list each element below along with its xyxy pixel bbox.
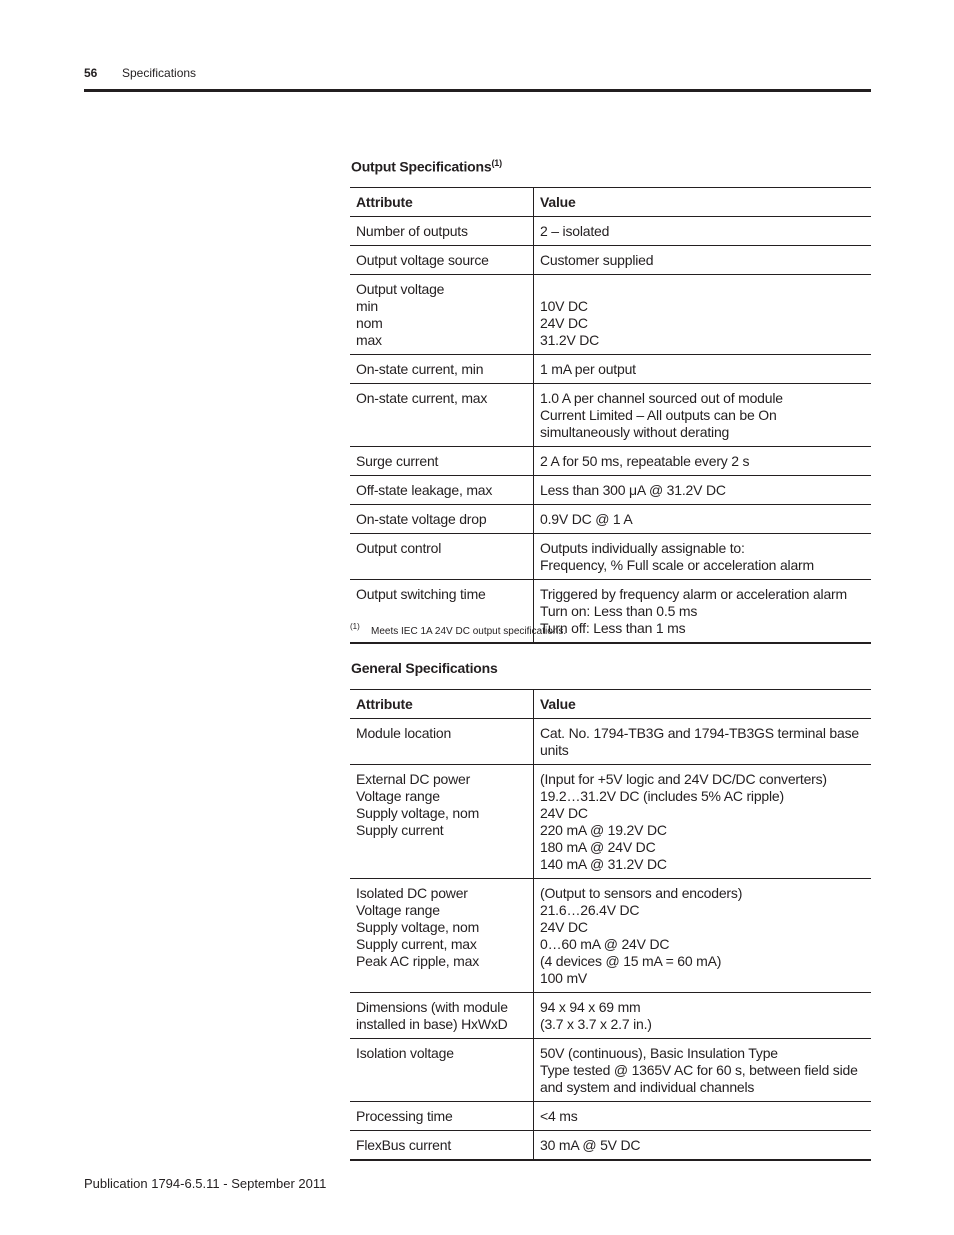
value-cell: 10V DC 24V DC 31.2V DC [534, 275, 872, 355]
table-row [350, 765, 871, 879]
table-row [350, 719, 871, 765]
attribute-cell: Dimensions (with module installed in base) HxWxD [350, 993, 534, 1039]
output-specs-title-text: Output Specifications [351, 158, 492, 175]
footnote-mark: (1) [350, 622, 360, 631]
value-cell: Outputs individually assignable to: Frequency, % Full scale or acceleration alarm [534, 534, 872, 580]
table-row [350, 447, 871, 476]
table-header-row [350, 690, 871, 719]
attribute-cell: On-state current, max [350, 384, 534, 447]
attribute-cell: Output voltage min nom max [350, 275, 534, 355]
column-header-attribute: Attribute [350, 188, 534, 217]
general-specs-title: General Specifications [351, 660, 498, 676]
value-cell: 30 mA @ 5V DC [534, 1131, 872, 1161]
output-specs-title [351, 158, 502, 175]
table-row [350, 1102, 871, 1131]
value-cell: Cat. No. 1794-TB3G and 1794-TB3GS terminal base units [534, 719, 872, 765]
attribute-cell: Surge current [350, 447, 534, 476]
column-header-value: Value [534, 188, 872, 217]
general-specs-body [350, 719, 871, 1161]
attribute-cell: Output switching time [350, 580, 534, 644]
output-specs-body [350, 217, 871, 644]
table-row [350, 505, 871, 534]
table-row [350, 275, 871, 355]
value-cell: Triggered by frequency alarm or acceleration alarm Turn on: Less than 0.5 ms Turn off: Less than 1 ms [534, 580, 872, 644]
page-number: 56 [84, 66, 98, 80]
table-row [350, 217, 871, 246]
value-cell: 94 x 94 x 69 mm (3.7 x 3.7 x 2.7 in.) [534, 993, 872, 1039]
value-cell: <4 ms [534, 1102, 872, 1131]
output-specs-footnote-ref: (1) [491, 158, 502, 168]
table-row [350, 476, 871, 505]
output-specs-table [350, 187, 871, 644]
attribute-cell: Number of outputs [350, 217, 534, 246]
attribute-cell: Module location [350, 719, 534, 765]
value-cell: 50V (continuous), Basic Insulation Type Type tested @ 1365V AC for 60 s, between field side and system and individual channels [534, 1039, 872, 1102]
table-row [350, 534, 871, 580]
attribute-cell: Isolated DC power Voltage range Supply voltage, nom Supply current, max Peak AC ripple, max [350, 879, 534, 993]
table-row [350, 1039, 871, 1102]
value-cell: 2 A for 50 ms, repeatable every 2 s [534, 447, 872, 476]
header-rule [84, 89, 871, 92]
value-cell: 0.9V DC @ 1 A [534, 505, 872, 534]
value-cell: (Input for +5V logic and 24V DC/DC converters) 19.2…31.2V DC (includes 5% AC ripple) 24V DC 220 mA @ 19.2V DC 180 mA @ 24V DC 140 mA @ 31.2V DC [534, 765, 872, 879]
attribute-cell: External DC power Voltage range Supply voltage, nom Supply current [350, 765, 534, 879]
table-row [350, 355, 871, 384]
attribute-cell: Isolation voltage [350, 1039, 534, 1102]
attribute-cell: Output voltage source [350, 246, 534, 275]
table-row [350, 879, 871, 993]
attribute-cell: Processing time [350, 1102, 534, 1131]
attribute-cell: On-state current, min [350, 355, 534, 384]
attribute-cell: Output control [350, 534, 534, 580]
table-row [350, 246, 871, 275]
value-cell: 1 mA per output [534, 355, 872, 384]
value-cell: 1.0 A per channel sourced out of module Current Limited – All outputs can be On simultaneously without derating [534, 384, 872, 447]
table-row [350, 1131, 871, 1161]
table-row [350, 384, 871, 447]
table-row [350, 993, 871, 1039]
table-header-row [350, 188, 871, 217]
column-header-attribute: Attribute [350, 690, 534, 719]
value-cell: Less than 300 μA @ 31.2V DC [534, 476, 872, 505]
column-header-value: Value [534, 690, 872, 719]
general-specs-table [350, 689, 871, 1161]
attribute-cell: FlexBus current [350, 1131, 534, 1161]
publication-footer: Publication 1794-6.5.11 - September 2011 [84, 1176, 327, 1191]
value-cell: (Output to sensors and encoders) 21.6…26.4V DC 24V DC 0…60 mA @ 24V DC (4 devices @ 15 mA = 60 mA) 100 mV [534, 879, 872, 993]
footnote-text: Meets IEC 1A 24V DC output specifications. [371, 626, 567, 637]
section-name: Specifications [122, 66, 197, 80]
value-cell: Customer supplied [534, 246, 872, 275]
value-cell: 2 – isolated [534, 217, 872, 246]
attribute-cell: On-state voltage drop [350, 505, 534, 534]
attribute-cell: Off-state leakage, max [350, 476, 534, 505]
